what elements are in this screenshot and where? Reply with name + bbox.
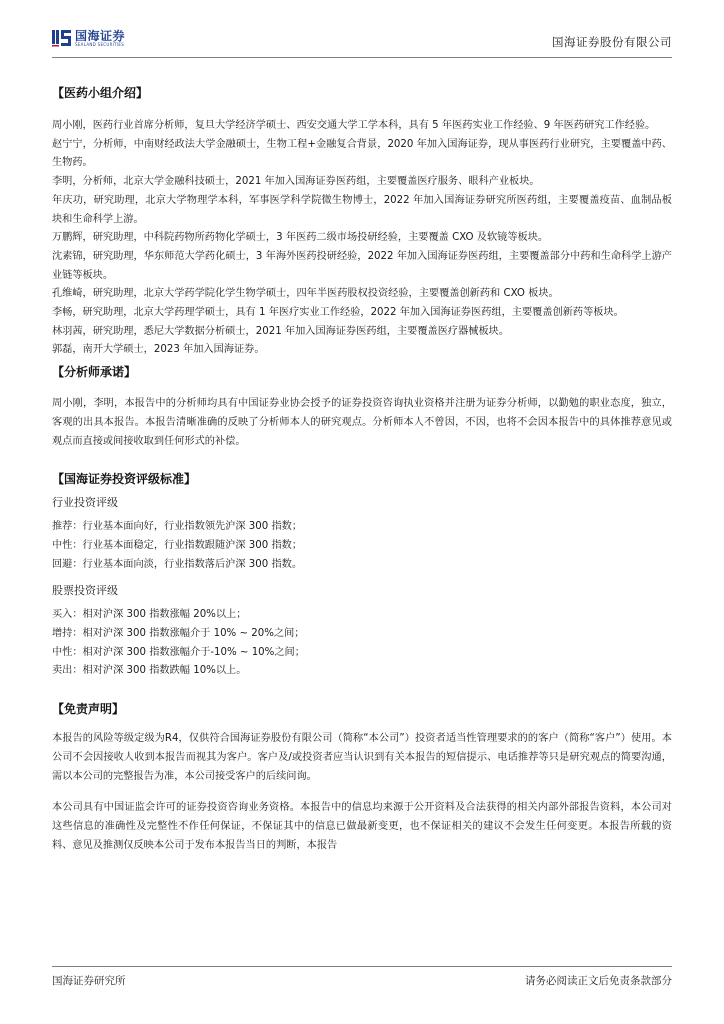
industry-rating-item: 推荐：行业基本面向好，行业指数领先沪深 300 指数； — [52, 521, 303, 533]
footer-institute: 国海证券研究所 — [52, 975, 126, 987]
logo-english-name: SEALAND SECURITIES — [75, 41, 125, 47]
industry-rating-item: 中性：行业基本面稳定，行业指数跟随沪深 300 指数； — [52, 539, 303, 551]
stock-rating-item: 中性：相对沪深 300 指数涨幅介于-10% ~ 10%之间； — [52, 646, 305, 658]
industry-rating-title: 行业投资评级 — [52, 496, 118, 510]
team-section — [52, 84, 672, 360]
team-member: 万鹏辉，研究助理，中科院药物所药物化学硕士，3 年医药二级市场投研经验，主要覆盖 CXO 及软镜等板块。 — [52, 232, 549, 244]
stock-rating-item: 增持：相对沪深 300 指数涨幅介于 10% ~ 20%之间； — [52, 628, 305, 640]
disclaimer-paragraph: 本公司具有中国证监会许可的证券投资咨询业务资格。本报告中的信息均来源于公开资料及合法获得的相关内部外部报告资料，本公司对这些信息的准确性及完整性不作任何保证，不保证其中的信息已做最新变更，也不保证相关的建议不会发生任何变更。本报告所载的资料、意见及推测仅反映本公司于发布本报告当日的判断，本报告 — [52, 802, 672, 851]
disclaimer-section — [52, 700, 672, 855]
team-member: 孔维崎，研究助理，北京大学药学院化学生物学硕士，四年半医药股权投资经验，主要覆盖创新药和 CXO 板块。 — [52, 288, 559, 300]
team-member: 沈素锦，研究助理，华东师范大学药化硕士，3 年海外医药投研经验，2022 年加入国海证券医药组，主要覆盖部分中药和生命科学上游产业链等板块。 — [52, 250, 672, 281]
team-member: 林羽茜，研究助理，悉尼大学数据分析硕士，2021 年加入国海证券医药组，主要覆盖医疗器械板块。 — [52, 325, 510, 337]
commitment-section — [52, 363, 672, 451]
stock-rating-item: 买入：相对沪深 300 指数涨幅 20%以上； — [52, 609, 247, 621]
sealand-logo-icon — [52, 28, 72, 48]
company-logo — [52, 28, 125, 48]
stock-rating-item: 卖出：相对沪深 300 指数跌幅 10%以上。 — [52, 665, 247, 677]
team-member: 年庆功，研究助理，北京大学物理学本科，军事医学科学院微生物博士，2022 年加入国海证券研究所医药组，主要覆盖疫苗、血制品板块和生命科学上游。 — [52, 194, 672, 225]
disclaimer-paragraph: 本报告的风险等级定级为R4，仅供符合国海证券股份有限公司（简称“本公司”）投资者适当性管理要求的的客户（简称“客户”）使用。本公司不会因接收人收到本报告而视其为客户。客户及/或投资者应当认识到有关本报告的短信提示、电话推荐等只是研究观点的简要沟通，需以本公司的完整报告为准，本公司接受客户的后续问询。 — [52, 733, 672, 782]
logo-chinese-name: 国海证券 — [75, 28, 126, 43]
stock-rating-title: 股票投资评级 — [52, 584, 118, 598]
header-company-name: 国海证券股份有限公司 — [552, 35, 672, 49]
team-member: 李畅，研究助理，北京大学药理学硕士，具有 1 年医疗实业工作经验，2022 年加入国海证券医药组，主要覆盖创新药等板块。 — [52, 307, 624, 319]
rating-section-title: 【国海证券投资评级标准】 — [52, 472, 197, 487]
page-header — [52, 26, 672, 56]
header-divider — [52, 57, 672, 58]
industry-rating-item: 回避：行业基本面向淡，行业指数落后沪深 300 指数。 — [52, 558, 303, 570]
commitment-section-title: 【分析师承诺】 — [52, 365, 137, 380]
team-section-title: 【医药小组介绍】 — [52, 86, 149, 100]
team-member: 郭磊，南开大学硕士，2023 年加入国海证券。 — [52, 344, 265, 356]
disclaimer-section-title: 【免责声明】 — [52, 702, 125, 717]
report-content — [52, 84, 672, 855]
team-member: 赵宁宁，分析师，中南财经政法大学金融硕士，生物工程+金融复合背景，2020 年加入国海证券，现从事医药行业研究，主要覆盖中药、生物药。 — [52, 138, 672, 169]
commitment-text: 周小刚，李明，本报告中的分析师均具有中国证券业协会授予的证券投资咨询执业资格并注册为证券分析师，以勤勉的职业态度，独立，客观的出具本报告。本报告清晰准确的反映了分析师本人的研究观点。分析师本人不曾因，不因，也将不会因本报告中的具体推荐意见或观点而直接或间接收取到任何形式的补偿。 — [52, 398, 672, 447]
rating-section — [52, 470, 672, 681]
footer-divider — [52, 966, 672, 967]
team-member: 李明，分析师，北京大学金融科技硕士，2021 年加入国海证券医药组，主要覆盖医疗服务、眼科产业板块。 — [52, 176, 540, 188]
footer-disclaimer-note: 请务必阅读正文后免责条款部分 — [525, 975, 672, 987]
team-member: 周小刚，医药行业首席分析师，复旦大学经济学硕士、西安交通大学工学本科，具有 5 年医药实业工作经验、9 年医药研究工作经验。 — [52, 120, 656, 131]
